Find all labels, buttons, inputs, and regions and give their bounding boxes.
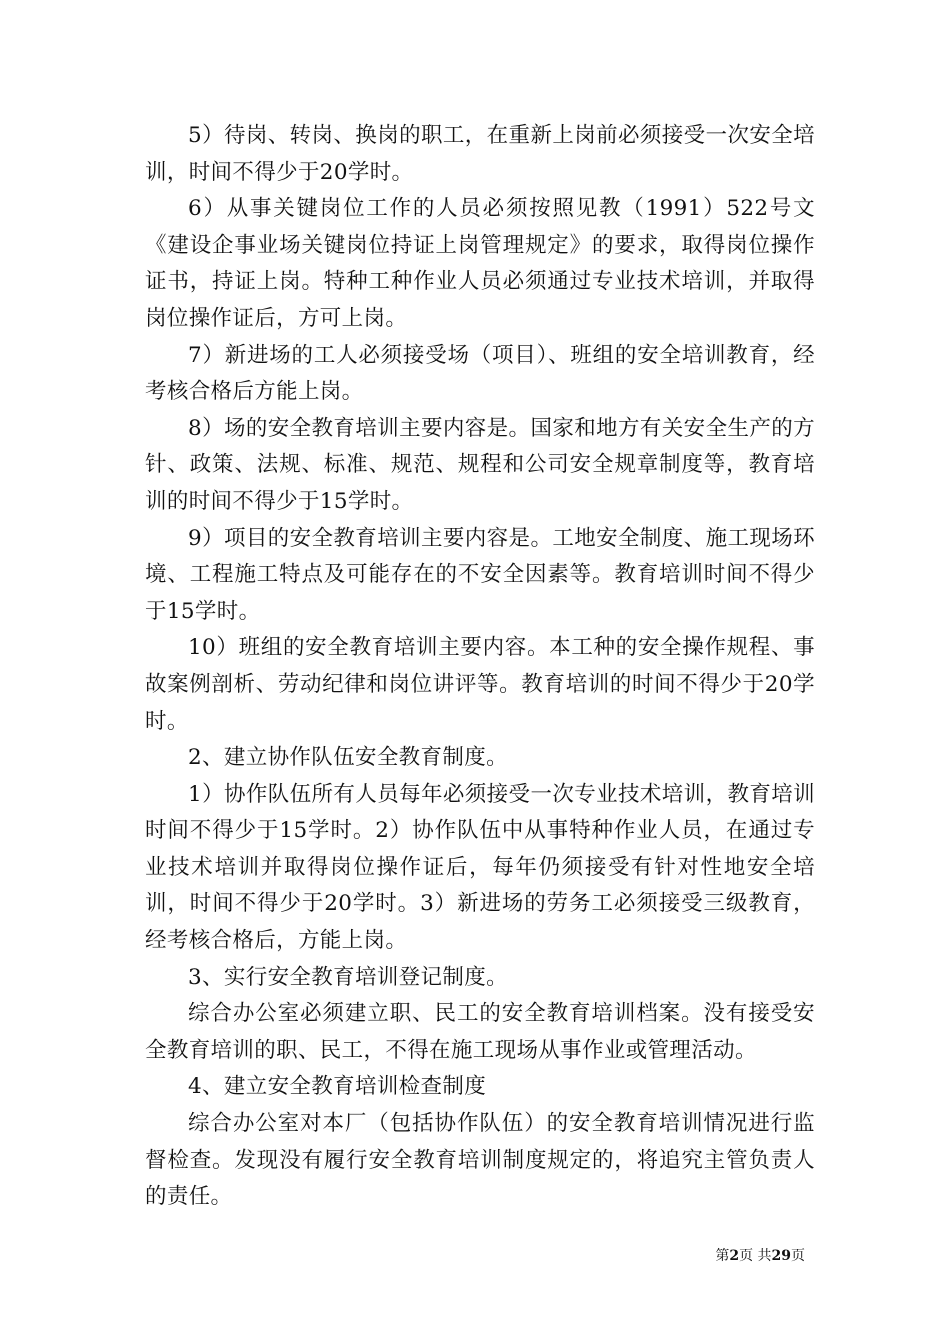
paragraph-2: 6）从事关键岗位工作的人员必须按照见教（1991）522号文《建设企事业场关键岗位持证上岗管理规定》的要求，取得岗位操作证书，持证上岗。特种工种作业人员必须通过专业技术培训，并取得岗位操作证后，方可上岗。: [145, 196, 815, 331]
footer-middle: 页 共: [739, 1248, 772, 1264]
paragraph-5: 9）项目的安全教育培训主要内容是。工地安全制度、施工现场环境、工程施工特点及可能存在的不安全因素等。教育培训时间不得少于15学时。: [145, 525, 815, 624]
paragraph-7: 2、建立协作队伍安全教育制度。: [188, 745, 508, 771]
paragraph-9: 3、实行安全教育培训登记制度。: [188, 964, 508, 990]
footer-prefix: 第: [715, 1248, 730, 1264]
paragraph-11: 4、建立安全教育培训检查制度: [188, 1074, 487, 1100]
paragraph-12: 综合办公室对本厂（包括协作队伍）的安全教育培训情况进行监督检查。发现没有履行安全教育培训制度规定的，将追究主管负责人的责任。: [145, 1111, 815, 1210]
footer-suffix: 页: [791, 1248, 805, 1264]
paragraph-3: 7）新进场的工人必须接受场（项目）、班组的安全培训教育，经考核合格后方能上岗。: [145, 342, 815, 405]
current-page-number: 2: [729, 1248, 740, 1264]
paragraph-4: 8）场的安全教育培训主要内容是。国家和地方有关安全生产的方针、政策、法规、标准、规范、规程和公司安全规章制度等，教育培训的时间不得少于15学时。: [145, 415, 815, 514]
paragraph-10: 综合办公室必须建立职、民工的安全教育培训档案。没有接受安全教育培训的职、民工，不得在施工现场从事作业或管理活动。: [145, 1001, 815, 1063]
paragraph-8: 1）协作队伍所有人员每年必须接受一次专业技术培训，教育培训时间不得少于15学时。2）协作队伍中从事特种作业人员，在通过专业技术培训并取得岗位操作证后，每年仍须接受有针对性地安全培训，时间不得少于20学时。3）新进场的劳务工必须接受三级教育，经考核合格后，方能上岗。: [145, 781, 815, 954]
paragraph-1: 5）待岗、转岗、换岗的职工，在重新上岗前必须接受一次安全培训，时间不得少于20学时。: [145, 123, 815, 185]
total-page-count: 29: [771, 1248, 791, 1264]
document-body: [145, 118, 815, 1216]
paragraph-6: 10）班组的安全教育培训主要内容。本工种的安全操作规程、事故案例剖析、劳动纪律和岗位讲评等。教育培训的时间不得少于20学时。: [145, 635, 815, 734]
page-footer: [0, 1247, 805, 1265]
